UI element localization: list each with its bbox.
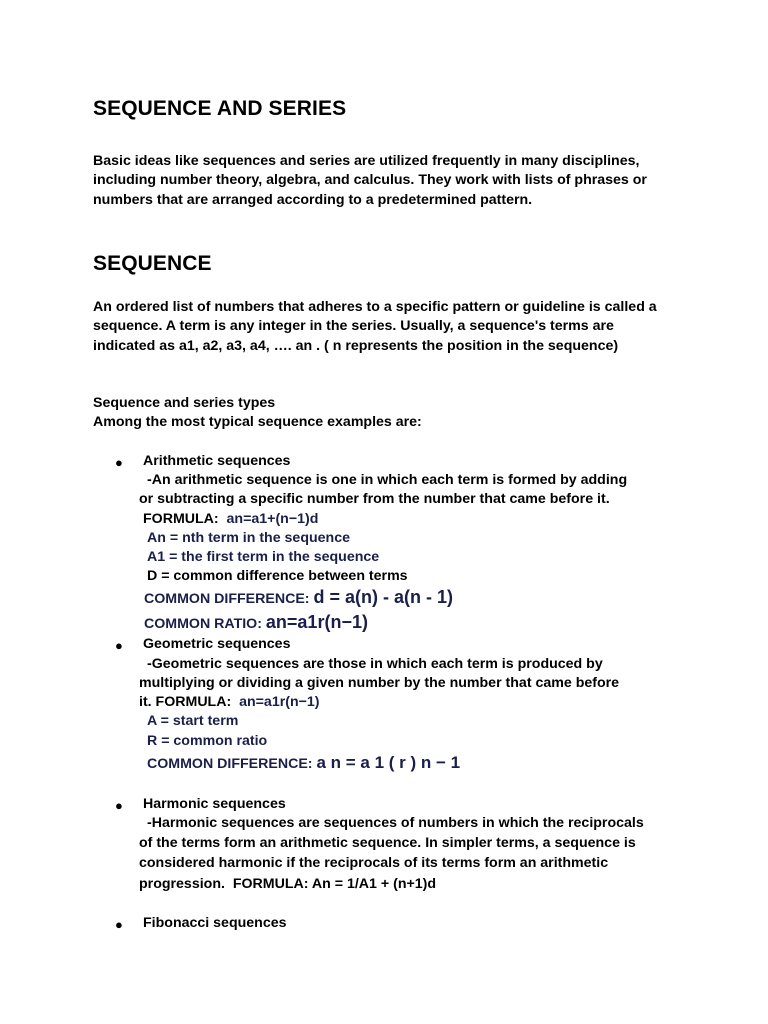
harmonic-formula-value: FORMULA: An = 1/A1 + (n+1)d (232, 876, 437, 892)
geometric-title: Geometric sequences (143, 636, 291, 652)
harmonic-desc-line4: progression. (139, 876, 225, 892)
arithmetic-desc-line2: or subtracting a specific number from the number that came before it. (139, 491, 610, 507)
harmonic-desc-line3: considered harmonic if the reciprocals of its terms form an arithmetic (139, 855, 609, 871)
geometric-def-a: A = start term (147, 713, 239, 729)
arithmetic-def-d: D = common difference between terms (147, 568, 408, 584)
document-title: SEQUENCE AND SERIES (93, 97, 347, 120)
harmonic-formula (139, 875, 436, 894)
bullet-icon: ● (115, 455, 123, 470)
fibonacci-title: Fibonacci sequences (143, 915, 287, 931)
types-line: Sequence and series types (93, 395, 276, 411)
arithmetic-cd-label: COMMON DIFFERENCE: (144, 591, 310, 607)
arithmetic-common-difference (144, 588, 453, 609)
examples-line: Among the most typical sequence examples are: (93, 414, 422, 430)
arithmetic-desc-line1: -An arithmetic sequence is one in which each term is formed by adding (147, 472, 628, 488)
geometric-desc-line2: multiplying or dividing a given number by the number that came before (139, 675, 620, 691)
arithmetic-common-ratio (144, 613, 368, 634)
geometric-formula (139, 693, 320, 712)
bullet-icon: ● (115, 798, 123, 813)
arithmetic-cr-value: an=a1r(n−1) (265, 612, 368, 632)
bullet-icon: ● (115, 638, 123, 653)
arithmetic-formula (143, 510, 318, 529)
bullet-icon: ● (115, 917, 123, 932)
harmonic-desc-line2: of the terms form an arithmetic sequence. In simpler terms, a sequence is (139, 835, 636, 851)
arithmetic-title: Arithmetic sequences (143, 453, 291, 469)
sequence-paragraph: An ordered list of numbers that adheres to a specific pattern or guideline is called a sequence. A term is any integer in the series. Usually, a sequence's terms are indicated as a1, a2, a3, a4, …. an . ( n represents the position in the sequence) (93, 299, 657, 354)
geometric-cd-label: COMMON DIFFERENCE: (147, 756, 313, 772)
geometric-formula-label: it. FORMULA: (139, 694, 232, 710)
arithmetic-formula-label: FORMULA: (143, 511, 219, 527)
sequence-heading: SEQUENCE (93, 252, 212, 275)
arithmetic-formula-value: an=a1+(n−1)d (226, 511, 319, 527)
harmonic-desc-line1: -Harmonic sequences are sequences of numbers in which the reciprocals (147, 815, 644, 831)
harmonic-title: Harmonic sequences (143, 796, 286, 812)
geometric-desc-line1: -Geometric sequences are those in which each term is produced by (147, 656, 603, 672)
arithmetic-def-a1: A1 = the first term in the sequence (147, 549, 380, 565)
arithmetic-def-an: An = nth term in the sequence (147, 530, 350, 546)
arithmetic-cd-value: d = a(n) - a(n - 1) (313, 587, 453, 607)
geometric-def-r: R = common ratio (147, 733, 268, 749)
arithmetic-cr-label: COMMON RATIO: (144, 616, 262, 632)
geometric-formula-value: an=a1r(n−1) (239, 694, 320, 710)
intro-paragraph: Basic ideas like sequences and series are utilized frequently in many disciplines, including number theory, algebra, and calculus. They work with lists of phrases or numbers that are arranged according to a predetermined pattern. (93, 153, 647, 208)
geometric-common-difference (147, 753, 460, 774)
geometric-cd-value: a n = a 1 ( r ) n − 1 (316, 753, 461, 772)
